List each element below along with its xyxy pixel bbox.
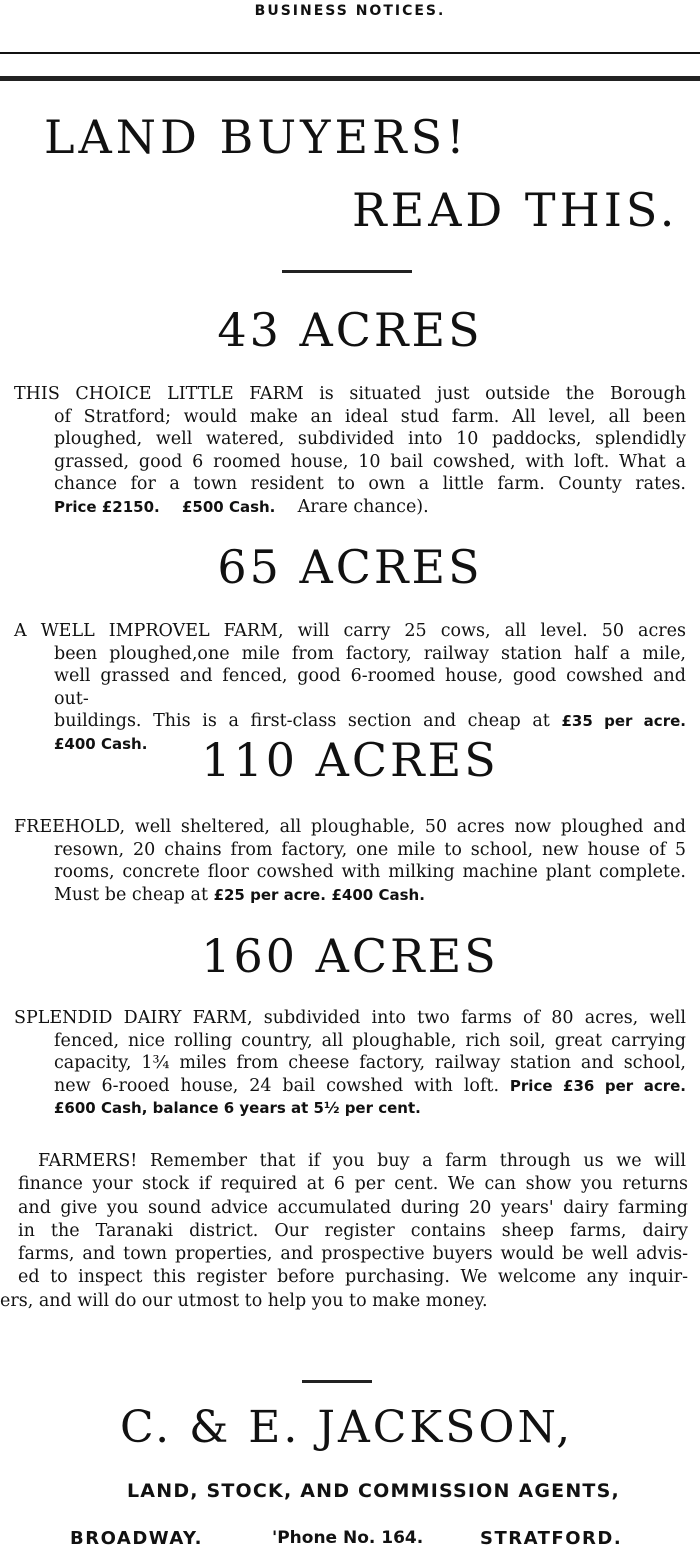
listing-line: of Stratford; would make an ideal stud farm. All level, all been — [54, 406, 686, 427]
farmers-line: and give you sound advice accumulated during 20 years' dairy farming — [18, 1197, 688, 1218]
listing-title: 65 ACRES — [217, 540, 483, 594]
listing-price-line — [14, 884, 686, 907]
thick-rule — [0, 76, 700, 81]
listing-line: SPLENDID DAIRY FARM, subdivided into two farms of 80 acres, well — [14, 1008, 686, 1028]
farmers-paragraph — [0, 1150, 700, 1313]
farmers-line: ers, and will do our utmost to help you to make money. — [0, 1290, 488, 1311]
listing-cash-line — [14, 1097, 686, 1120]
listing-line: THIS CHOICE LITTLE FARM is situated just outside the Borough — [14, 384, 686, 404]
listing-line: resown, 20 chains from factory, one mile to school, new house of 5 — [54, 839, 686, 860]
listing-line: capacity, 1¾ miles from cheese factory, railway station and school, — [54, 1053, 686, 1074]
listing-title: 110 ACRES — [201, 733, 499, 787]
listing-title: 160 ACRES — [201, 929, 499, 983]
listing-description — [14, 816, 686, 906]
listing-title: 43 ACRES — [217, 303, 483, 357]
listing-price: £35 per acre. — [561, 712, 686, 731]
firm-address-left: BROADWAY. — [70, 1528, 203, 1549]
listing-cash: £500 Cash. — [181, 497, 276, 516]
top-rule — [0, 52, 700, 54]
listing-cash: £600 Cash, balance 6 years at 5½ per cent. — [54, 1099, 421, 1118]
listing-line: buildings. This is a first-class section and cheap at — [54, 711, 550, 732]
listing-description — [14, 383, 686, 519]
listing-line: been ploughed,one mile from factory, railway station half a mile, — [54, 643, 686, 664]
firm-phone: 'Phone No. 164. — [272, 1528, 424, 1548]
divider — [302, 1380, 372, 1383]
listing-price-line — [14, 1075, 686, 1098]
listing-line: FREEHOLD, well sheltered, all ploughable, 50 acres now ploughed and — [14, 817, 686, 837]
listing-line: rooms, concrete floor cowshed with milking machine plant complete. — [54, 862, 686, 883]
farmers-line: FARMERS! Remember that if you buy a farm through us we will — [38, 1151, 686, 1171]
headline-line2: READ THIS. — [352, 183, 679, 237]
listing-price-line — [14, 496, 686, 519]
farmers-line: ed to inspect this register before purchasing. We welcome any inquir- — [18, 1267, 688, 1288]
listing-line: Must be cheap at — [54, 884, 208, 905]
listing-cash: £400 Cash. — [54, 734, 148, 753]
listing-line: grassed, good 6 roomed house, 10 bail cowshed, with loft. What a — [54, 451, 686, 472]
firm-tagline: LAND, STOCK, AND COMMISSION AGENTS, — [127, 1480, 620, 1502]
headline-line1: LAND BUYERS! — [44, 110, 469, 164]
farmers-line: in the Taranaki district. Our register contains sheep farms, dairy — [18, 1220, 688, 1241]
listing-cash: £400 Cash. — [331, 885, 425, 904]
listing-line: fenced, nice rolling country, all ploughable, rich soil, great carrying — [54, 1030, 686, 1051]
listing-line: ploughed, well watered, subdivided into 10 paddocks, splendidly — [54, 429, 686, 450]
listing-line: chance for a town resident to own a little farm. County rates. — [54, 474, 686, 495]
listing-line: well grassed and fenced, good 6-roomed house, good cowshed and out- — [54, 666, 686, 709]
firm-address-right: STRATFORD. — [480, 1528, 623, 1549]
farmers-line: finance your stock if required at 6 per cent. We can show you returns — [18, 1174, 688, 1195]
listing-description — [14, 1007, 686, 1120]
farmers-line: farms, and town properties, and prospective buyers would be well advis- — [18, 1244, 688, 1265]
listing-price-line — [14, 710, 686, 733]
listing-price: £25 per acre. — [213, 885, 326, 904]
listing-price: Price £2150. — [54, 497, 160, 516]
firm-name: C. & E. JACKSON, — [120, 1402, 574, 1453]
section-header: BUSINESS NOTICES. — [254, 3, 446, 19]
listing-line: new 6-rooed house, 24 bail cowshed with loft. — [54, 1075, 500, 1096]
listing-note: Arare chance). — [297, 496, 429, 517]
divider — [282, 270, 412, 273]
listing-line: A WELL IMPROVEL FARM, will carry 25 cows, all level. 50 acres — [14, 621, 686, 641]
listing-price: Price £36 per acre. — [509, 1076, 686, 1095]
